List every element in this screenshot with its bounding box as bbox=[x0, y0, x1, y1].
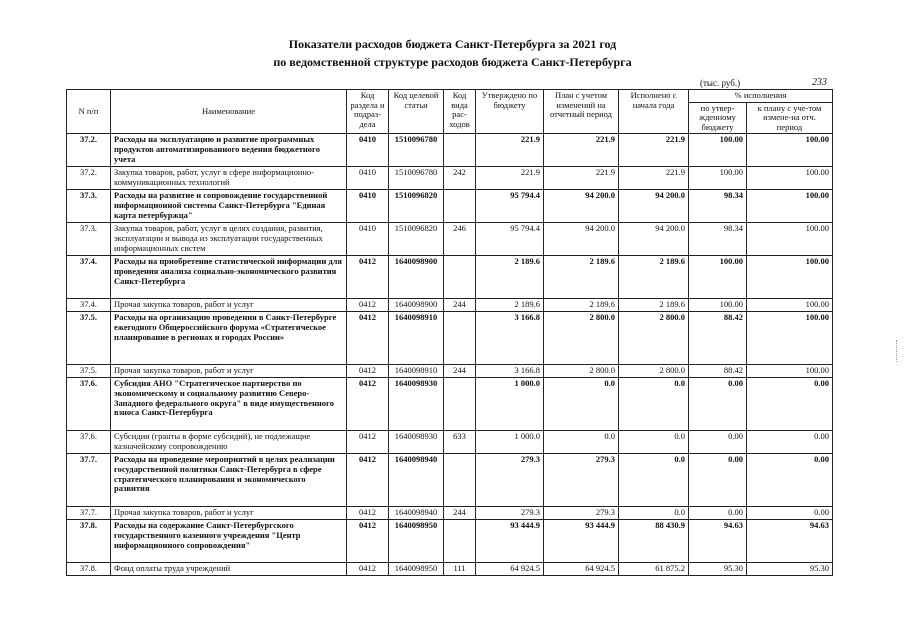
cell-name: Расходы на эксплуатацию и развитие программных продуктов автоматизированного ведения бюджетного учета bbox=[111, 134, 347, 167]
cell-executed: 0.0 bbox=[619, 378, 689, 431]
cell-executed: 88 430.9 bbox=[619, 520, 689, 563]
cell-approved: 279.3 bbox=[476, 454, 544, 507]
cell-type bbox=[444, 134, 476, 167]
cell-pct-approved: 100.00 bbox=[689, 134, 747, 167]
cell-article: 1510096820 bbox=[389, 223, 444, 256]
cell-article: 1640098910 bbox=[389, 312, 444, 365]
cell-name: Прочая закупка товаров, работ и услуг bbox=[111, 299, 347, 312]
cell-article: 1640098910 bbox=[389, 365, 444, 378]
cell-approved: 3 166.8 bbox=[476, 365, 544, 378]
cell-pct-plan: 0.00 bbox=[747, 507, 833, 520]
cell-section: 0412 bbox=[347, 256, 389, 299]
cell-approved: 95 794.4 bbox=[476, 223, 544, 256]
cell-plan: 2 189.6 bbox=[544, 256, 619, 299]
cell-pct-approved: 100.00 bbox=[689, 299, 747, 312]
cell-article: 1640098940 bbox=[389, 454, 444, 507]
cell-type: 111 bbox=[444, 563, 476, 576]
cell-approved: 95 794.4 bbox=[476, 190, 544, 223]
table-row bbox=[67, 256, 833, 299]
cell-name: Прочая закупка товаров, работ и услуг bbox=[111, 365, 347, 378]
cell-section: 0412 bbox=[347, 299, 389, 312]
cell-pct-plan: 0.00 bbox=[747, 378, 833, 431]
cell-pct-approved: 100.00 bbox=[689, 167, 747, 190]
cell-name: Расходы на развитие и сопровождение государственной информационной системы Санкт-Петербурга "Единая карта петербуржца" bbox=[111, 190, 347, 223]
cell-pct-plan: 94.63 bbox=[747, 520, 833, 563]
cell-pct-approved: 98.34 bbox=[689, 223, 747, 256]
cell-plan: 2 800.0 bbox=[544, 312, 619, 365]
header-pct-plan: к плану с уче-том измене-на отч. период bbox=[747, 102, 833, 134]
cell-article: 1640098900 bbox=[389, 256, 444, 299]
cell-section: 0412 bbox=[347, 520, 389, 563]
cell-plan: 221.9 bbox=[544, 134, 619, 167]
cell-article: 1640098930 bbox=[389, 378, 444, 431]
cell-num: 37.5. bbox=[67, 312, 111, 365]
cell-num: 37.7. bbox=[67, 454, 111, 507]
table-header bbox=[67, 90, 833, 134]
cell-type: 242 bbox=[444, 167, 476, 190]
cell-type: 244 bbox=[444, 299, 476, 312]
cell-num: 37.7. bbox=[67, 507, 111, 520]
cell-executed: 0.0 bbox=[619, 507, 689, 520]
cell-pct-approved: 0.00 bbox=[689, 378, 747, 431]
cell-section: 0412 bbox=[347, 378, 389, 431]
cell-approved: 64 924.5 bbox=[476, 563, 544, 576]
cell-plan: 93 444.9 bbox=[544, 520, 619, 563]
table-row bbox=[67, 223, 833, 256]
cell-pct-plan: 100.00 bbox=[747, 365, 833, 378]
cell-type: 244 bbox=[444, 365, 476, 378]
cell-article: 1510096820 bbox=[389, 190, 444, 223]
cell-article: 1640098950 bbox=[389, 563, 444, 576]
cell-article: 1640098950 bbox=[389, 520, 444, 563]
cell-pct-plan: 100.00 bbox=[747, 312, 833, 365]
cell-pct-approved: 100.00 bbox=[689, 256, 747, 299]
cell-plan: 2 800.0 bbox=[544, 365, 619, 378]
cell-name: Фонд оплаты труда учреждений bbox=[111, 563, 347, 576]
cell-executed: 2 800.0 bbox=[619, 365, 689, 378]
cell-name: Прочая закупка товаров, работ и услуг bbox=[111, 507, 347, 520]
cell-approved: 1 000.0 bbox=[476, 378, 544, 431]
cell-type bbox=[444, 454, 476, 507]
cell-num: 37.8. bbox=[67, 563, 111, 576]
cell-pct-approved: 98.34 bbox=[689, 190, 747, 223]
cell-executed: 2 800.0 bbox=[619, 312, 689, 365]
cell-approved: 279.3 bbox=[476, 507, 544, 520]
cell-name: Расходы на организацию проведения в Санкт-Петербурге ежегодного Общероссийского форума «Стратегическое планирование в регионах и городах России» bbox=[111, 312, 347, 365]
cell-article: 1510096780 bbox=[389, 167, 444, 190]
cell-plan: 0.0 bbox=[544, 378, 619, 431]
document-title-line2: по ведомственной структуре расходов бюджета Санкт-Петербурга bbox=[273, 55, 632, 69]
cell-section: 0412 bbox=[347, 312, 389, 365]
cell-type: 246 bbox=[444, 223, 476, 256]
cell-plan: 279.3 bbox=[544, 454, 619, 507]
cell-num: 37.2. bbox=[67, 167, 111, 190]
table-row bbox=[67, 312, 833, 365]
cell-name: Субсидии (гранты в форме субсидий), не подлежащие казначейскому сопровождению bbox=[111, 431, 347, 454]
cell-approved: 221.9 bbox=[476, 167, 544, 190]
table-row bbox=[67, 299, 833, 312]
table-row bbox=[67, 563, 833, 576]
cell-article: 1640098930 bbox=[389, 431, 444, 454]
table-row bbox=[67, 365, 833, 378]
cell-num: 37.3. bbox=[67, 223, 111, 256]
table-row bbox=[67, 190, 833, 223]
cell-pct-plan: 100.00 bbox=[747, 134, 833, 167]
cell-approved: 221.9 bbox=[476, 134, 544, 167]
cell-executed: 94 200.0 bbox=[619, 223, 689, 256]
cell-approved: 3 166.8 bbox=[476, 312, 544, 365]
cell-pct-plan: 95.30 bbox=[747, 563, 833, 576]
cell-pct-plan: 0.00 bbox=[747, 431, 833, 454]
cell-section: 0412 bbox=[347, 454, 389, 507]
table-row bbox=[67, 507, 833, 520]
cell-name: Расходы на содержание Санкт-Петербургского государственного казенного учреждения "Центр информационного сопровождения" bbox=[111, 520, 347, 563]
table-body bbox=[67, 134, 833, 576]
cell-num: 37.5. bbox=[67, 365, 111, 378]
cell-plan: 221.9 bbox=[544, 167, 619, 190]
cell-name: Закупка товаров, работ, услуг в целях создания, развития, эксплуатации и вывода из эксплуатации государственных информационных систем bbox=[111, 223, 347, 256]
cell-plan: 94 200.0 bbox=[544, 190, 619, 223]
cell-section: 0412 bbox=[347, 431, 389, 454]
page-number: 233 bbox=[812, 77, 827, 88]
cell-num: 37.4. bbox=[67, 299, 111, 312]
cell-executed: 2 189.6 bbox=[619, 256, 689, 299]
header-section: Код раздела и подраз-дела bbox=[347, 90, 389, 134]
cell-executed: 61 875.2 bbox=[619, 563, 689, 576]
cell-pct-plan: 0.00 bbox=[747, 454, 833, 507]
cell-num: 37.3. bbox=[67, 190, 111, 223]
cell-approved: 2 189.6 bbox=[476, 256, 544, 299]
cell-pct-plan: 100.00 bbox=[747, 256, 833, 299]
cell-pct-plan: 100.00 bbox=[747, 190, 833, 223]
table-row bbox=[67, 454, 833, 507]
cell-pct-approved: 95.30 bbox=[689, 563, 747, 576]
table-row bbox=[67, 134, 833, 167]
cell-type: 633 bbox=[444, 431, 476, 454]
table-row bbox=[67, 520, 833, 563]
header-type: Код вида рас-ходов bbox=[444, 90, 476, 134]
table-row bbox=[67, 378, 833, 431]
cell-pct-plan: 100.00 bbox=[747, 167, 833, 190]
cell-plan: 279.3 bbox=[544, 507, 619, 520]
header-article: Код целевой статьи bbox=[389, 90, 444, 134]
cell-pct-approved: 0.00 bbox=[689, 507, 747, 520]
cell-name: Субсидия АНО "Стратегическое партнерство по экономическому и социальному развитию Северо-Западного федерального округа" в виде имущественного взноса Санкт-Петербурга bbox=[111, 378, 347, 431]
cell-type: 244 bbox=[444, 507, 476, 520]
header-plan: План с учетом изменений на отчетный период bbox=[544, 90, 619, 134]
cell-name: Расходы на проведение мероприятий в целях реализации государственной политики Санкт-Петербурга в сфере стратегического планирования и экономического развития bbox=[111, 454, 347, 507]
cell-section: 0410 bbox=[347, 223, 389, 256]
header-num: N п/п bbox=[67, 90, 111, 134]
cell-plan: 64 924.5 bbox=[544, 563, 619, 576]
cell-executed: 0.0 bbox=[619, 431, 689, 454]
cell-section: 0410 bbox=[347, 167, 389, 190]
header-approved: Утверждено по бюджету bbox=[476, 90, 544, 134]
cell-approved: 93 444.9 bbox=[476, 520, 544, 563]
cell-type bbox=[444, 378, 476, 431]
cell-num: 37.6. bbox=[67, 378, 111, 431]
cell-approved: 2 189.6 bbox=[476, 299, 544, 312]
table-row bbox=[67, 167, 833, 190]
cell-section: 0410 bbox=[347, 190, 389, 223]
header-executed: Исполнено с начала года bbox=[619, 90, 689, 134]
cell-name: Расходы на приобретение статистической информации для проведения анализа социально-экономического развития Санкт-Петербурга bbox=[111, 256, 347, 299]
cell-pct-approved: 88.42 bbox=[689, 312, 747, 365]
cell-plan: 0.0 bbox=[544, 431, 619, 454]
cell-pct-approved: 88.42 bbox=[689, 365, 747, 378]
cell-num: 37.2. bbox=[67, 134, 111, 167]
cell-executed: 221.9 bbox=[619, 134, 689, 167]
cell-plan: 2 189.6 bbox=[544, 299, 619, 312]
cell-type bbox=[444, 256, 476, 299]
header-name: Наименование bbox=[111, 90, 347, 134]
cell-executed: 221.9 bbox=[619, 167, 689, 190]
cell-pct-plan: 100.00 bbox=[747, 223, 833, 256]
cell-type bbox=[444, 312, 476, 365]
cell-executed: 94 200.0 bbox=[619, 190, 689, 223]
cell-article: 1640098940 bbox=[389, 507, 444, 520]
cell-num: 37.8. bbox=[67, 520, 111, 563]
cell-type bbox=[444, 520, 476, 563]
cell-pct-approved: 94.63 bbox=[689, 520, 747, 563]
document-title-line1: Показатели расходов бюджета Санкт-Петербурга за 2021 год bbox=[288, 37, 617, 51]
cell-section: 0412 bbox=[347, 365, 389, 378]
cell-approved: 1 000.0 bbox=[476, 431, 544, 454]
scan-mark bbox=[896, 340, 898, 362]
expenditure-table bbox=[66, 89, 833, 576]
table-row bbox=[67, 431, 833, 454]
cell-pct-plan: 100.00 bbox=[747, 299, 833, 312]
cell-article: 1640098900 bbox=[389, 299, 444, 312]
cell-article: 1510096780 bbox=[389, 134, 444, 167]
cell-executed: 2 189.6 bbox=[619, 299, 689, 312]
cell-num: 37.6. bbox=[67, 431, 111, 454]
cell-name: Закупка товаров, работ, услуг в сфере информационно-коммуникационных технологий bbox=[111, 167, 347, 190]
cell-plan: 94 200.0 bbox=[544, 223, 619, 256]
cell-pct-approved: 0.00 bbox=[689, 454, 747, 507]
cell-type bbox=[444, 190, 476, 223]
cell-section: 0412 bbox=[347, 563, 389, 576]
cell-num: 37.4. bbox=[67, 256, 111, 299]
cell-section: 0410 bbox=[347, 134, 389, 167]
cell-pct-approved: 0.00 bbox=[689, 431, 747, 454]
units-label: (тыс. руб.) bbox=[700, 78, 741, 88]
header-pct-group: % исполнения bbox=[689, 90, 833, 103]
cell-executed: 0.0 bbox=[619, 454, 689, 507]
header-pct-approved: по утвер-жденному бюджету bbox=[689, 102, 747, 134]
cell-section: 0412 bbox=[347, 507, 389, 520]
